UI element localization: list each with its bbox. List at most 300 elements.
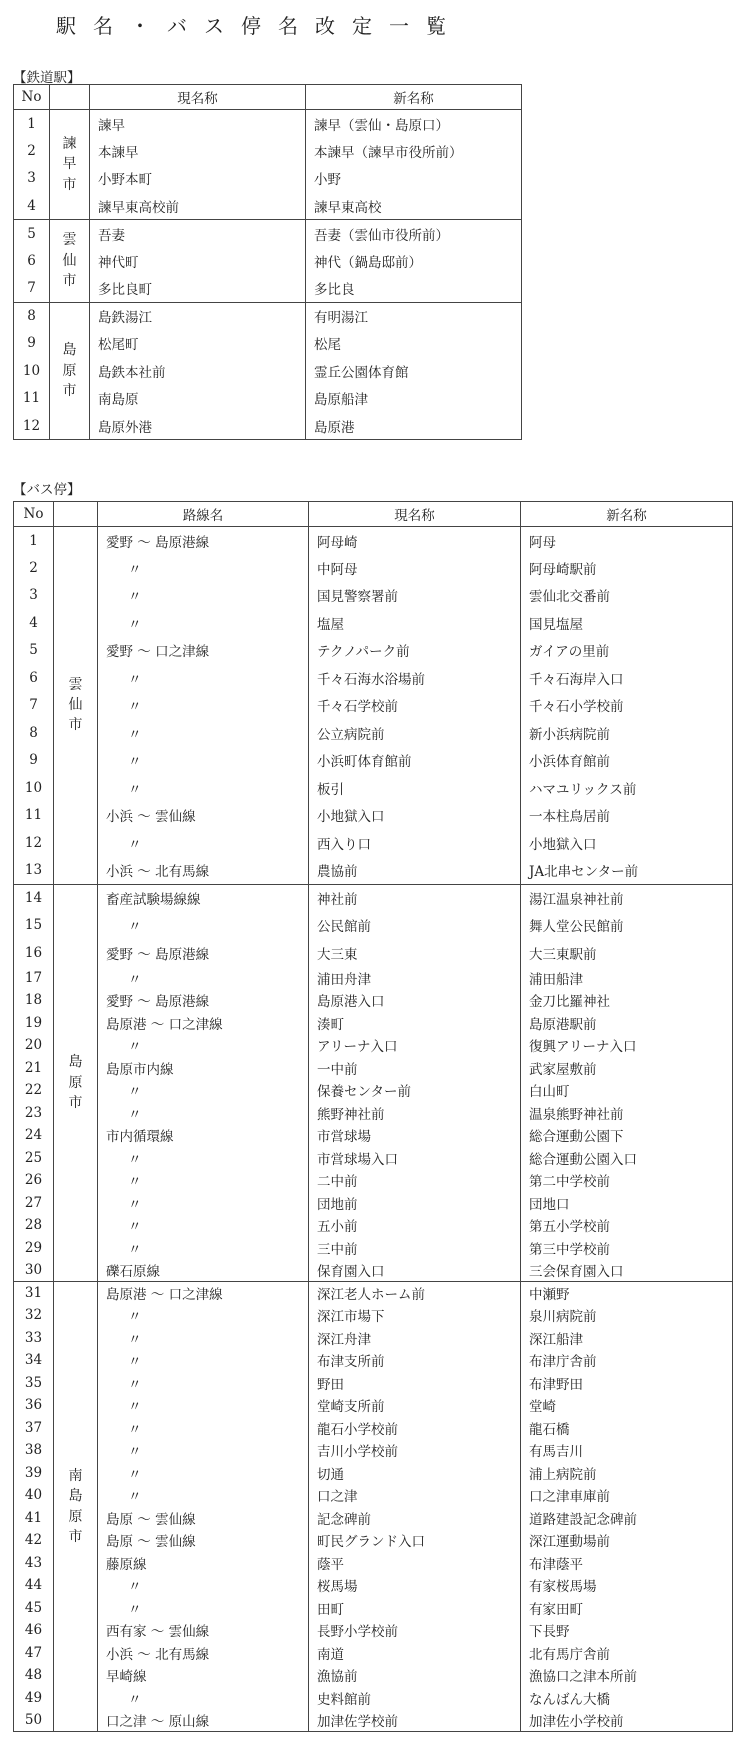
route-cell: 愛野 ～ 島原港線 [98, 527, 309, 555]
current-cell: 板引 [309, 774, 521, 802]
new-cell: 堂崎 [521, 1394, 733, 1417]
row-no: 14 [14, 884, 54, 912]
route-cell: 市内循環線 [98, 1124, 309, 1147]
new-cell: 舞人堂公民館前 [521, 912, 733, 940]
current-cell: 二中前 [309, 1169, 521, 1192]
table-row [14, 302, 522, 330]
new-cell: 中瀬野 [521, 1282, 733, 1305]
table-row [14, 747, 733, 775]
row-no: 2 [14, 137, 50, 165]
route-cell: 〃 [98, 1687, 309, 1710]
header-current: 現名称 [309, 502, 521, 527]
new-cell: 神代（鍋島邸前） [306, 247, 522, 275]
row-no: 17 [14, 967, 54, 990]
table-row [14, 884, 733, 912]
route-cell: 島原 ～ 雲仙線 [98, 1507, 309, 1530]
row-no: 13 [14, 857, 54, 885]
row-no: 3 [14, 582, 54, 610]
table-row [14, 1372, 733, 1395]
page-title: 駅名・バス停名改定一覧 [56, 14, 463, 38]
city-label [50, 302, 90, 440]
current-cell: 浦田舟津 [309, 967, 521, 990]
current-cell: 切通 [309, 1462, 521, 1485]
current-cell: 団地前 [309, 1192, 521, 1215]
route-cell: 小浜 ～ 雲仙線 [98, 802, 309, 830]
current-cell: 市営球場 [309, 1124, 521, 1147]
row-no: 1 [14, 527, 54, 555]
new-cell: 雲仙北交番前 [521, 582, 733, 610]
current-cell: 堂崎支所前 [309, 1394, 521, 1417]
route-cell: 〃 [98, 1372, 309, 1395]
bus-stop-table [13, 501, 733, 1732]
current-cell: 記念碑前 [309, 1507, 521, 1530]
new-cell: 有家桜馬場 [521, 1574, 733, 1597]
new-cell: 泉川病院前 [521, 1304, 733, 1327]
route-cell: 〃 [98, 1034, 309, 1057]
row-no: 6 [14, 247, 50, 275]
route-cell: 〃 [98, 719, 309, 747]
new-cell: 道路建設記念碑前 [521, 1507, 733, 1530]
new-cell: 団地口 [521, 1192, 733, 1215]
row-no: 12 [14, 829, 54, 857]
new-cell: 浦上病院前 [521, 1462, 733, 1485]
route-cell: 口之津 ～ 原山線 [98, 1709, 309, 1732]
new-cell: 新小浜病院前 [521, 719, 733, 747]
current-cell: 島鉄本社前 [90, 357, 306, 385]
current-cell: 小浜町体育館前 [309, 747, 521, 775]
header-no: No [14, 85, 50, 110]
current-cell: 公立病院前 [309, 719, 521, 747]
route-cell: 〃 [98, 1484, 309, 1507]
new-cell: 龍石橋 [521, 1417, 733, 1440]
current-cell: 神代町 [90, 247, 306, 275]
city-name: 雲仙市 [62, 232, 77, 289]
new-cell: 加津佐小学校前 [521, 1709, 733, 1732]
table-row [14, 912, 733, 940]
current-cell: 深江老人ホーム前 [309, 1282, 521, 1305]
row-no: 4 [14, 192, 50, 220]
route-cell: 〃 [98, 747, 309, 775]
table-row [14, 637, 733, 665]
new-cell: 総合運動公園下 [521, 1124, 733, 1147]
row-no: 4 [14, 609, 54, 637]
table-row [14, 1664, 733, 1687]
route-cell: 〃 [98, 1304, 309, 1327]
new-cell: 復興アリーナ入口 [521, 1034, 733, 1057]
table-row [14, 110, 522, 138]
row-no: 24 [14, 1124, 54, 1147]
row-no: 44 [14, 1574, 54, 1597]
table-row [14, 802, 733, 830]
current-cell: 五小前 [309, 1214, 521, 1237]
route-cell: 〃 [98, 1214, 309, 1237]
route-cell: 〃 [98, 1462, 309, 1485]
route-cell: 島原 ～ 雲仙線 [98, 1529, 309, 1552]
row-no: 45 [14, 1597, 54, 1620]
new-cell: ガイアの里前 [521, 637, 733, 665]
row-no: 10 [14, 357, 50, 385]
current-cell: 諫早 [90, 110, 306, 138]
new-cell: 口之津車庫前 [521, 1484, 733, 1507]
new-cell: 布津蔭平 [521, 1552, 733, 1575]
new-cell: JA北串センター前 [521, 857, 733, 885]
table-row [14, 1327, 733, 1350]
new-cell: 第五小学校前 [521, 1214, 733, 1237]
current-cell: 中阿母 [309, 554, 521, 582]
route-cell: 〃 [98, 692, 309, 720]
current-cell: 南島原 [90, 385, 306, 413]
table-row [14, 1507, 733, 1530]
table-row [14, 1259, 733, 1282]
new-cell: 小野 [306, 165, 522, 193]
row-no: 35 [14, 1372, 54, 1395]
new-cell: 有家田町 [521, 1597, 733, 1620]
row-no: 15 [14, 912, 54, 940]
table-row [14, 1642, 733, 1665]
new-cell: 第二中学校前 [521, 1169, 733, 1192]
row-no: 28 [14, 1214, 54, 1237]
row-no: 36 [14, 1394, 54, 1417]
table-row [14, 664, 733, 692]
route-cell: 〃 [98, 1192, 309, 1215]
row-no: 49 [14, 1687, 54, 1710]
route-cell: 〃 [98, 1169, 309, 1192]
new-cell: 総合運動公園入口 [521, 1147, 733, 1170]
route-cell: 〃 [98, 774, 309, 802]
row-no: 5 [14, 220, 50, 248]
header-new: 新名称 [306, 85, 522, 110]
current-cell: 松尾町 [90, 330, 306, 358]
row-no: 31 [14, 1282, 54, 1305]
table-row [14, 692, 733, 720]
route-cell: 〃 [98, 1079, 309, 1102]
header-city [54, 502, 98, 527]
city-name: 雲仙市 [68, 676, 83, 734]
row-no: 50 [14, 1709, 54, 1732]
current-cell: 町民グランド入口 [309, 1529, 521, 1552]
route-cell: 〃 [98, 1394, 309, 1417]
new-cell: 布津庁舎前 [521, 1349, 733, 1372]
table-row [14, 1012, 733, 1035]
new-cell: 多比良 [306, 275, 522, 303]
current-cell: 島原外港 [90, 412, 306, 440]
new-cell: 島原港駅前 [521, 1012, 733, 1035]
table-row [14, 1462, 733, 1485]
current-cell: 史料館前 [309, 1687, 521, 1710]
new-cell: 浦田船津 [521, 967, 733, 990]
current-cell: 国見警察署前 [309, 582, 521, 610]
current-cell: 阿母崎 [309, 527, 521, 555]
row-no: 40 [14, 1484, 54, 1507]
table-row [14, 1687, 733, 1710]
railway-section-label: 【鉄道駅】 [13, 70, 81, 86]
table-row [14, 330, 522, 358]
new-cell: 千々石海岸入口 [521, 664, 733, 692]
table-row [14, 1079, 733, 1102]
table-row [14, 385, 522, 413]
new-cell: 小浜体育館前 [521, 747, 733, 775]
route-cell: 〃 [98, 554, 309, 582]
new-cell: 大三東駅前 [521, 939, 733, 967]
table-row [14, 1057, 733, 1080]
new-cell: ハマユリックス前 [521, 774, 733, 802]
route-cell: 早崎線 [98, 1664, 309, 1687]
route-cell: 畜産試験場線線 [98, 884, 309, 912]
row-no: 7 [14, 275, 50, 303]
row-no: 43 [14, 1552, 54, 1575]
new-cell: 吾妻（雲仙市役所前） [306, 220, 522, 248]
current-cell: 加津佐学校前 [309, 1709, 521, 1732]
row-no: 46 [14, 1619, 54, 1642]
new-cell: 一本柱鳥居前 [521, 802, 733, 830]
header-no: No [14, 502, 54, 527]
current-cell: 西入り口 [309, 829, 521, 857]
row-no: 6 [14, 664, 54, 692]
row-no: 48 [14, 1664, 54, 1687]
route-cell: 愛野 ～ 口之津線 [98, 637, 309, 665]
route-cell: 〃 [98, 1237, 309, 1260]
route-cell: 愛野 ～ 島原港線 [98, 989, 309, 1012]
city-name: 島原市 [62, 342, 77, 399]
current-cell: 深江舟津 [309, 1327, 521, 1350]
route-cell: 〃 [98, 582, 309, 610]
table-row [14, 967, 733, 990]
current-cell: 漁協前 [309, 1664, 521, 1687]
current-cell: 小野本町 [90, 165, 306, 193]
current-cell: 長野小学校前 [309, 1619, 521, 1642]
current-cell: 布津支所前 [309, 1349, 521, 1372]
table-row [14, 1484, 733, 1507]
row-no: 8 [14, 302, 50, 330]
current-cell: 公民館前 [309, 912, 521, 940]
current-cell: 多比良町 [90, 275, 306, 303]
row-no: 11 [14, 802, 54, 830]
current-cell: 龍石小学校前 [309, 1417, 521, 1440]
table-row [14, 1102, 733, 1125]
table-row [14, 1709, 733, 1732]
new-cell: 千々石小学校前 [521, 692, 733, 720]
city-label [54, 1282, 98, 1732]
header-route: 路線名 [98, 502, 309, 527]
row-no: 38 [14, 1439, 54, 1462]
bus-section-label: 【バス停】 [13, 482, 81, 498]
current-cell: 吉川小学校前 [309, 1439, 521, 1462]
route-cell: 島原市内線 [98, 1057, 309, 1080]
current-cell: 神社前 [309, 884, 521, 912]
new-cell: 有馬吉川 [521, 1439, 733, 1462]
route-cell: 〃 [98, 1102, 309, 1125]
current-cell: 吾妻 [90, 220, 306, 248]
table-row [14, 609, 733, 637]
row-no: 33 [14, 1327, 54, 1350]
current-cell: 保養センター前 [309, 1079, 521, 1102]
table-row [14, 357, 522, 385]
row-no: 8 [14, 719, 54, 747]
current-cell: 保育園入口 [309, 1259, 521, 1282]
current-cell: 千々石海水浴場前 [309, 664, 521, 692]
row-no: 37 [14, 1417, 54, 1440]
current-cell: 島原港入口 [309, 989, 521, 1012]
current-cell: 野田 [309, 1372, 521, 1395]
row-no: 11 [14, 385, 50, 413]
current-cell: 農協前 [309, 857, 521, 885]
city-label [50, 110, 90, 220]
row-no: 16 [14, 939, 54, 967]
current-cell: テクノパーク前 [309, 637, 521, 665]
table-row [14, 1417, 733, 1440]
current-cell: 蔭平 [309, 1552, 521, 1575]
new-cell: 小地獄入口 [521, 829, 733, 857]
current-cell: 田町 [309, 1597, 521, 1620]
new-cell: 湯江温泉神社前 [521, 884, 733, 912]
new-cell: 本諫早（諫早市役所前） [306, 137, 522, 165]
table-row [14, 1597, 733, 1620]
table-row [14, 989, 733, 1012]
table-row [14, 165, 522, 193]
new-cell: 温泉熊野神社前 [521, 1102, 733, 1125]
new-cell: 下長野 [521, 1619, 733, 1642]
route-cell: 〃 [98, 609, 309, 637]
new-cell: 島原港 [306, 412, 522, 440]
row-no: 27 [14, 1192, 54, 1215]
new-cell: 第三中学校前 [521, 1237, 733, 1260]
table-row [14, 1034, 733, 1057]
city-name: 島原市 [68, 1054, 83, 1111]
table-row [14, 554, 733, 582]
row-no: 26 [14, 1169, 54, 1192]
table-row [14, 412, 522, 440]
row-no: 19 [14, 1012, 54, 1035]
route-cell: 西有家 ～ 雲仙線 [98, 1619, 309, 1642]
table-row [14, 857, 733, 885]
table-row [14, 192, 522, 220]
table-row [14, 1619, 733, 1642]
row-no: 30 [14, 1259, 54, 1282]
city-label [54, 527, 98, 885]
table-row [14, 582, 733, 610]
header-new: 新名称 [521, 502, 733, 527]
row-no: 22 [14, 1079, 54, 1102]
new-cell: 霊丘公園体育館 [306, 357, 522, 385]
table-row [14, 1304, 733, 1327]
new-cell: 有明湯江 [306, 302, 522, 330]
new-cell: 阿母崎駅前 [521, 554, 733, 582]
new-cell: なんばん大橋 [521, 1687, 733, 1710]
current-cell: 小地獄入口 [309, 802, 521, 830]
row-no: 10 [14, 774, 54, 802]
new-cell: 諫早東高校 [306, 192, 522, 220]
row-no: 9 [14, 330, 50, 358]
new-cell: 深江船津 [521, 1327, 733, 1350]
new-cell: 諫早（雲仙・島原口） [306, 110, 522, 138]
route-cell: 〃 [98, 1147, 309, 1170]
row-no: 25 [14, 1147, 54, 1170]
route-cell: 〃 [98, 829, 309, 857]
current-cell: 桜馬場 [309, 1574, 521, 1597]
table-row [14, 1439, 733, 1462]
row-no: 12 [14, 412, 50, 440]
route-cell: 〃 [98, 1327, 309, 1350]
current-cell: アリーナ入口 [309, 1034, 521, 1057]
current-cell: 市営球場入口 [309, 1147, 521, 1170]
row-no: 2 [14, 554, 54, 582]
table-row [14, 719, 733, 747]
route-cell: 〃 [98, 1349, 309, 1372]
table-row [14, 1214, 733, 1237]
railway-table [13, 84, 522, 440]
current-cell: 塩屋 [309, 609, 521, 637]
table-row [14, 1124, 733, 1147]
city-label [54, 884, 98, 1282]
new-cell: 深江運動場前 [521, 1529, 733, 1552]
table-row [14, 247, 522, 275]
route-cell: 礫石原線 [98, 1259, 309, 1282]
new-cell: 漁協口之津本所前 [521, 1664, 733, 1687]
table-row [14, 829, 733, 857]
current-cell: 熊野神社前 [309, 1102, 521, 1125]
header-row [14, 85, 522, 110]
route-cell: 〃 [98, 664, 309, 692]
current-cell: 本諫早 [90, 137, 306, 165]
new-cell: 白山町 [521, 1079, 733, 1102]
row-no: 3 [14, 165, 50, 193]
new-cell: 金刀比羅神社 [521, 989, 733, 1012]
current-cell: 千々石学校前 [309, 692, 521, 720]
table-row [14, 137, 522, 165]
new-cell: 布津野田 [521, 1372, 733, 1395]
table-row [14, 1237, 733, 1260]
current-cell: 島鉄湯江 [90, 302, 306, 330]
table-row [14, 1574, 733, 1597]
row-no: 23 [14, 1102, 54, 1125]
current-cell: 一中前 [309, 1057, 521, 1080]
row-no: 5 [14, 637, 54, 665]
table-row [14, 1394, 733, 1417]
current-cell: 深江市場下 [309, 1304, 521, 1327]
new-cell: 三会保育園入口 [521, 1259, 733, 1282]
table-row [14, 527, 733, 555]
table-row [14, 939, 733, 967]
route-cell: 〃 [98, 967, 309, 990]
new-cell: 松尾 [306, 330, 522, 358]
table-row [14, 774, 733, 802]
row-no: 32 [14, 1304, 54, 1327]
current-cell: 湊町 [309, 1012, 521, 1035]
route-cell: 小浜 ～ 北有馬線 [98, 857, 309, 885]
row-no: 20 [14, 1034, 54, 1057]
route-cell: 〃 [98, 912, 309, 940]
route-cell: 〃 [98, 1597, 309, 1620]
route-cell: 小浜 ～ 北有馬線 [98, 1642, 309, 1665]
table-row [14, 1147, 733, 1170]
row-no: 18 [14, 989, 54, 1012]
city-name: 諫早市 [62, 136, 77, 193]
row-no: 29 [14, 1237, 54, 1260]
route-cell: 〃 [98, 1439, 309, 1462]
route-cell: 〃 [98, 1417, 309, 1440]
route-cell: 藤原線 [98, 1552, 309, 1575]
table-row [14, 1192, 733, 1215]
current-cell: 大三東 [309, 939, 521, 967]
city-label [50, 220, 90, 303]
route-cell: 〃 [98, 1574, 309, 1597]
city-name: 南島原市 [68, 1467, 83, 1545]
header-current: 現名称 [90, 85, 306, 110]
table-row [14, 220, 522, 248]
table-row [14, 275, 522, 303]
new-cell: 阿母 [521, 527, 733, 555]
table-row [14, 1529, 733, 1552]
